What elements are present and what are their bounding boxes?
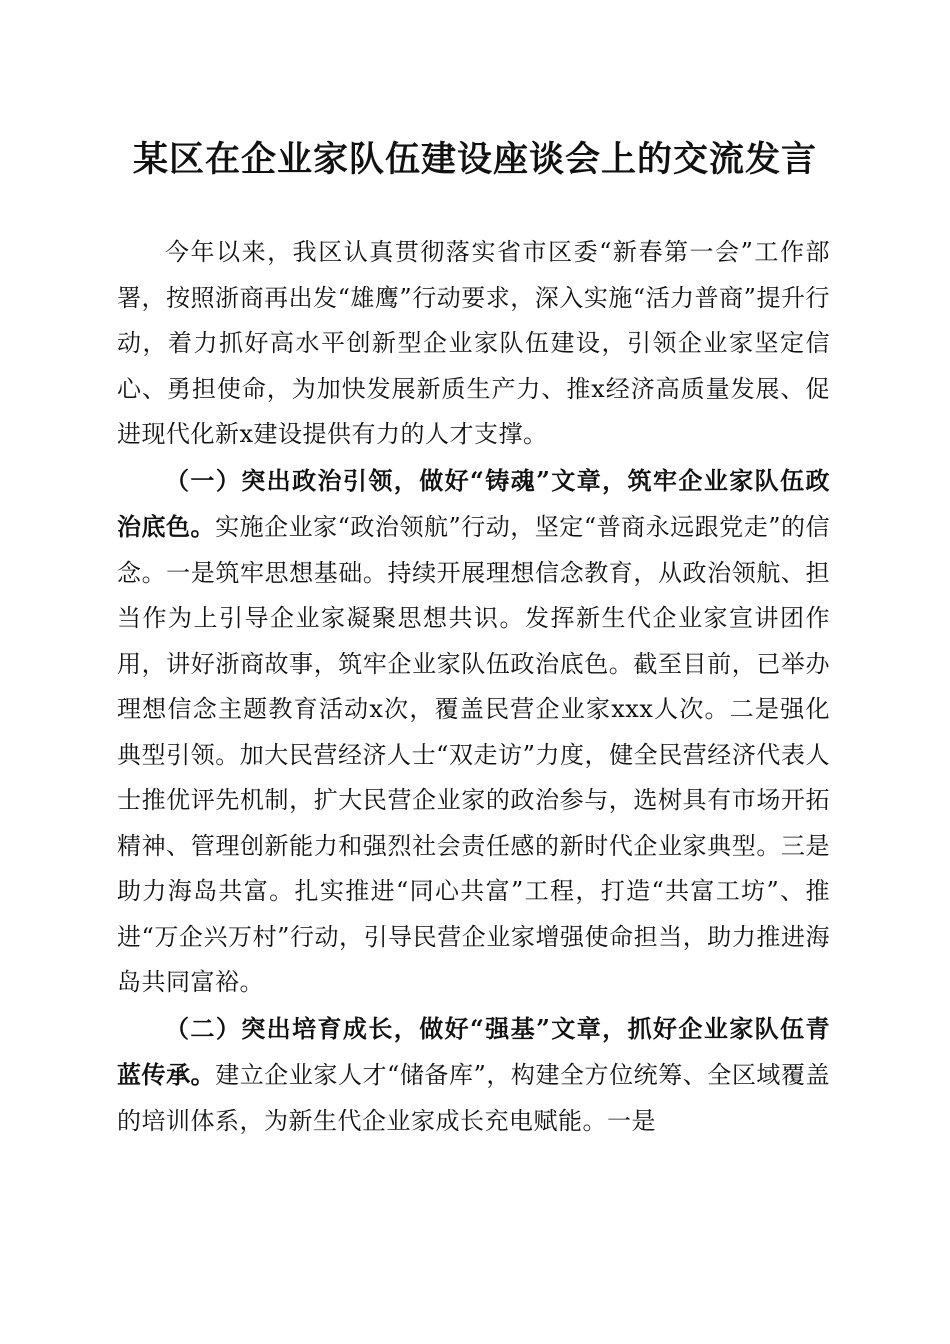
section-body-1: 实施企业家“政治领航”行动，坚定“普商永远跟党走”的信念。一是筑牢思想基础。持续开展理想信念教育，从政治领航、担当作为上引导企业家凝聚思想共识。发挥新生代企业家宣讲团作用，讲好浙商故事，筑牢企业家队伍政治底色。截至目前，已举办理想信念主题教育活动x次，覆盖民营企业家xxx人次。二是强化典型引领。加大民营经济人士“双走访”力度，健全民营经济代表人士推优评先机制，扩大民营企业家的政治参与，选树具有市场开拓精神、管理创新能力和强烈社会责任感的新时代企业家典型。三是助力海岛共富。扎实推进“同心共富”工程，打造“共富工坊”、推进“万企兴万村”行动，引导民营企业家增强使命担当，助力推进海岛共同富裕。 — [117, 513, 831, 996]
section-body-2: 建立企业家人才“储备库”，构建全方位统筹、全区域覆盖的培训体系，为新生代企业家成长充电赋能。一是 — [117, 1061, 830, 1135]
section-heading-2: （二）突出培育成长，做好“强基”文章，抓好企业家队伍青蓝传承。 — [117, 1013, 830, 1089]
section-paragraph-2 — [117, 1006, 830, 1145]
document-body — [117, 230, 830, 1144]
section-heading-1: （一）突出政治引领，做好“铸魂”文章，筑牢企业家队伍政治底色。 — [117, 465, 830, 541]
document-title: 某区在企业家队伍建设座谈会上的交流发言 — [132, 139, 817, 180]
intro-paragraph: 今年以来，我区认真贯彻落实省市区委“新春第一会”工作部署，按照浙商再出发“雄鹰”行动要求，深入实施“活力普商”提升行动，着力抓好高水平创新型企业家队伍建设，引领企业家坚定信心、勇担使命，为加快发展新质生产力、推x经济高质量发展、促进现代化新x建设提供有力的人才支撑。 — [117, 238, 830, 448]
section-paragraph-1 — [117, 458, 830, 1006]
